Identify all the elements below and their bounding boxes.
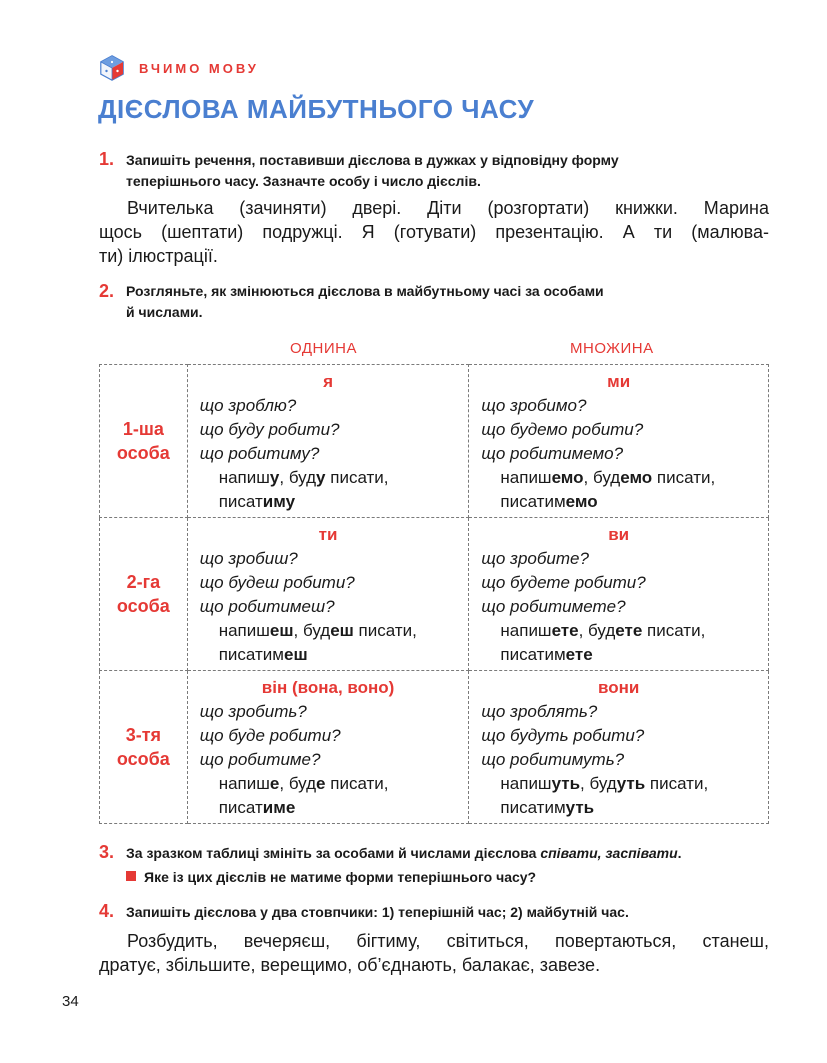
stem: писат [218, 798, 263, 817]
singular-cell [187, 518, 469, 671]
ending-bold: еш [330, 621, 354, 640]
stem: , буд [580, 774, 617, 793]
question: що зробить? [199, 702, 307, 721]
stem: писати, [325, 468, 389, 487]
pronoun: він (вона, воно) [261, 678, 395, 697]
person-label-line: особа [116, 596, 170, 616]
person-label-line: 1-ша [122, 419, 164, 439]
section-label: ВЧИМО МОВУ [139, 60, 259, 76]
task-3-instruction [126, 843, 682, 864]
example-line [481, 772, 768, 796]
pronoun: я [323, 372, 334, 391]
stem: напиш [218, 774, 270, 793]
question: що робитиму? [199, 444, 320, 463]
pronoun: ми [607, 372, 631, 391]
task-1-line-2: теперішнього часу. Зазначте особу і число дієслів. [126, 173, 481, 189]
stem: писати, [353, 621, 417, 640]
question: що буду робити? [199, 420, 340, 439]
task-2-instruction [126, 281, 604, 323]
ending-bold: ете [615, 621, 643, 640]
question: що будете робити? [481, 573, 646, 592]
question: що будуть робити? [481, 726, 645, 745]
pronoun: вони [598, 678, 640, 697]
ending-bold: еш [283, 645, 308, 664]
question: що будемо робити? [481, 420, 644, 439]
ending-bold: ете [551, 621, 579, 640]
ending-bold: емо [551, 468, 584, 487]
example-line [481, 490, 768, 514]
example-line [200, 796, 469, 820]
question: що зроблять? [481, 702, 598, 721]
singular-cell [187, 671, 469, 824]
stem: писати, [642, 621, 706, 640]
ending-bold: иму [262, 492, 296, 511]
question: що робитиме? [199, 750, 321, 769]
example-line [200, 643, 469, 667]
ending-bold: ете [565, 645, 593, 664]
stem: писатим [500, 798, 566, 817]
example-line [481, 619, 768, 643]
ending-bold: е [316, 774, 326, 793]
question: що робитимете? [481, 597, 626, 616]
stem: писат [218, 492, 263, 511]
question: що робитимемо? [481, 444, 624, 463]
ending-bold: емо [620, 468, 653, 487]
task-4-instruction: Запишіть дієслова у два стовпчики: 1) теперішній час; 2) майбутній час. [126, 904, 629, 920]
ending-bold: уть [551, 774, 581, 793]
stem: , буд [293, 621, 331, 640]
stem: напиш [218, 621, 270, 640]
person-label [100, 671, 188, 824]
question: що зробите? [481, 549, 589, 568]
task-1-line-1: Запишіть речення, поставивши дієслова в дужках у відповідну форму [126, 152, 619, 168]
question: що робитимуть? [481, 750, 625, 769]
task-3-subquestion [126, 867, 536, 888]
ending-bold: у [269, 468, 280, 487]
task-1-text [99, 196, 769, 268]
stem: писатим [500, 492, 566, 511]
section-header [99, 55, 259, 81]
bullet-square-icon [126, 871, 136, 881]
task-4-text [99, 929, 769, 977]
task-4-number: 4. [99, 901, 115, 921]
task-3-verbs: співати, заспівати [540, 845, 678, 861]
ending-bold: уть [565, 798, 595, 817]
question: що зробиш? [199, 549, 298, 568]
person-label [100, 518, 188, 671]
stem: писатим [500, 645, 566, 664]
question: що робитимеш? [199, 597, 335, 616]
task-3-text: За зразком таблиці змініть за особами й числами дієслова [126, 845, 537, 861]
example-line [481, 796, 768, 820]
plural-cell [469, 518, 769, 671]
stem: напиш [500, 621, 552, 640]
example-line [481, 466, 768, 490]
pronoun: ти [318, 525, 338, 544]
person-label-line: особа [116, 443, 170, 463]
plural-cell [469, 365, 769, 518]
example-line [200, 466, 469, 490]
task-1-text-line: щось (шептати) подружці. Я (готувати) презентацію. А ти (малюва- [99, 222, 769, 242]
stem: напиш [500, 774, 552, 793]
ending-bold: е [269, 774, 280, 793]
ending-bold: уть [616, 774, 646, 793]
stem: напиш [218, 468, 270, 487]
ending-bold: у [316, 468, 326, 487]
task-1-text-line: ти) ілюстрації. [99, 246, 218, 266]
singular-header: ОДНИНА [290, 340, 357, 357]
cube-icon [99, 55, 125, 81]
example-line [200, 490, 469, 514]
pronoun: ви [608, 525, 630, 544]
task-1-text-line: Вчителька (зачиняти) двері. Діти (розгортати) книжки. Марина [127, 198, 769, 218]
task-1-instruction [126, 150, 619, 192]
table-row [100, 671, 769, 824]
plural-cell [469, 671, 769, 824]
stem: писати, [652, 468, 716, 487]
stem: писатим [218, 645, 284, 664]
table-row [100, 365, 769, 518]
person-label-line: 2-га [126, 572, 161, 592]
page-title: ДІЄСЛОВА МАЙБУТНЬОГО ЧАСУ [98, 94, 535, 124]
person-label [100, 365, 188, 518]
task-1-number: 1. [99, 149, 115, 169]
task-3-sub-text: Яке із цих дієслів не матиме форми теперішнього часу? [144, 869, 537, 885]
example-line [200, 772, 469, 796]
question: що зробимо? [481, 396, 587, 415]
task-2-line-1: Розгляньте, як змінюються дієслова в майбутньому часі за особами [126, 283, 604, 299]
example-line [200, 619, 469, 643]
stem: , буд [279, 774, 317, 793]
person-label-line: 3-тя [125, 725, 162, 745]
question: що зроблю? [199, 396, 297, 415]
stem: писати, [645, 774, 709, 793]
task-4-text-line: дратує, збільшите, верещимо, об’єднають, балакає, завезе. [99, 955, 601, 975]
ending-bold: еш [269, 621, 294, 640]
question: що будеш робити? [199, 573, 355, 592]
ending-bold: емо [565, 492, 598, 511]
stem: , буд [583, 468, 621, 487]
task-3-number: 3. [99, 842, 115, 862]
stem: напиш [500, 468, 552, 487]
task-2-line-2: й числами. [126, 304, 203, 320]
conjugation-table [99, 364, 769, 824]
question: що буде робити? [199, 726, 341, 745]
task-2-number: 2. [99, 281, 115, 301]
table-row [100, 518, 769, 671]
stem: писати, [325, 774, 389, 793]
person-label-line: особа [116, 749, 170, 769]
ending-bold: име [262, 798, 296, 817]
example-line [481, 643, 768, 667]
singular-cell [187, 365, 469, 518]
stem: , буд [279, 468, 317, 487]
page-number: 34 [62, 993, 79, 1010]
stem: , буд [578, 621, 616, 640]
task-3-end: . [677, 845, 682, 861]
task-4-text-line: Розбудить, вечеряєш, бігтиму, світиться, повертаються, станеш, [127, 931, 769, 951]
plural-header: МНОЖИНА [570, 340, 654, 357]
